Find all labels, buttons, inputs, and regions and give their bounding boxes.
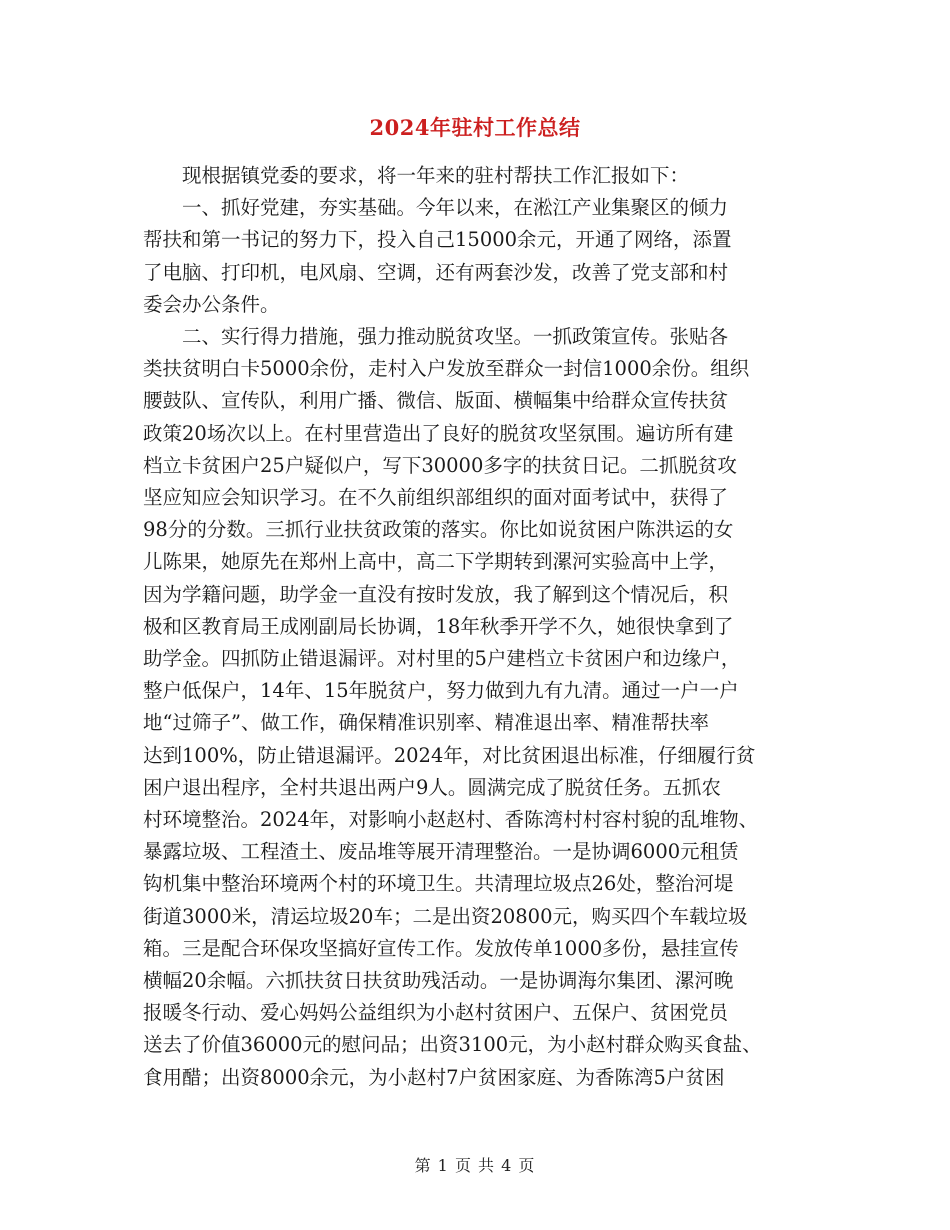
text-line: 档立卡贫困户25户疑似户，写下30000多字的扶贫日记。二抓脱贫攻	[143, 453, 737, 477]
text-line: 助学金。四抓防止错退漏评。对村里的5户建档立卡贫困户和边缘户，	[143, 647, 741, 671]
text-line: 坚应知应会知识学习。在不久前组织部组织的面对面考试中，获得了	[143, 486, 729, 510]
text-line: 横幅20余幅。六抓扶贫日扶贫助残活动。一是协调海尔集团、漯河晚	[143, 969, 734, 993]
text-line: 钩机集中整治环境两个村的环境卫生。共清理垃圾点26处，整治河堤	[143, 872, 734, 896]
text-line: 腰鼓队、宣传队，利用广播、微信、版面、横幅集中给群众宣传扶贫	[143, 389, 729, 413]
text-line: 整户低保户，14年、15年脱贫户，努力做到九有九清。通过一户一户	[143, 679, 739, 703]
text-line: 政策20场次以上。在村里营造出了良好的脱贫攻坚氛围。遍访所有建	[143, 421, 734, 445]
text-line: 报暖冬行动、爱心妈妈公益组织为小赵村贫困户、五保户、贫困党员	[143, 1001, 729, 1025]
page-footer: 第 1 页 共 4 页	[414, 1156, 536, 1175]
text-line: 村环境整治。2024年，对影响小赵赵村、香陈湾村村容村貌的乱堆物、	[143, 808, 759, 832]
document-body	[143, 160, 803, 1094]
text-line: 二、实行得力措施，强力推动脱贫攻坚。一抓政策宣传。张贴各	[143, 325, 729, 349]
text-line: 一、抓好党建，夯实基础。今年以来，在淞江产业集聚区的倾力	[143, 196, 729, 220]
text-line: 困户退出程序，全村共退出两户9人。圆满完成了脱贫任务。五抓农	[143, 775, 721, 799]
text-line: 地“过筛子”、做工作，确保精准识别率、精准退出率、精准帮扶率	[143, 711, 709, 735]
text-line: 因为学籍问题，助学金一直没有按时发放，我了解到这个情况后，积	[143, 582, 729, 606]
text-line: 暴露垃圾、工程渣土、废品堆等展开清理整治。一是协调6000元租赁	[143, 840, 739, 864]
text-line: 达到100%，防止错退漏评。2024年，对比贫困退出标准，仔细履行贫	[143, 743, 756, 767]
text-line: 街道3000米，清运垃圾20车；二是出资20800元，购买四个车载垃圾	[143, 904, 748, 928]
text-line: 食用醋；出资8000余元，为小赵村7户贫困家庭、为香陈湾5户贫困	[143, 1065, 725, 1089]
text-line: 类扶贫明白卡5000余份，走村入户发放至群众一封信1000余份。组织	[143, 357, 750, 381]
text-line: 98分的分数。三抓行业扶贫政策的落实。你比如说贫困户陈洪运的女	[143, 518, 734, 542]
text-line: 现根据镇党委的要求，将一年来的驻村帮扶工作汇报如下：	[143, 164, 690, 187]
text-line: 箱。三是配合环保攻坚搞好宣传工作。发放传单1000多份，悬挂宣传	[143, 936, 739, 960]
text-line: 极和区教育局王成刚副局长协调，18年秋季开学不久，她很快拿到了	[143, 614, 734, 638]
text-line: 委会办公条件。	[143, 292, 280, 316]
document-title: 2024年驻村工作总结	[369, 115, 581, 140]
text-line: 了电脑、打印机，电风扇、空调，还有两套沙发，改善了党支部和村	[143, 260, 729, 284]
text-line: 帮扶和第一书记的努力下，投入自己15000余元，开通了网络，添置	[143, 228, 732, 252]
text-line: 送去了价值36000元的慰问品；出资3100元，为小赵村群众购买食盐、	[143, 1033, 762, 1057]
text-line: 儿陈果，她原先在郑州上高中，高二下学期转到漯河实验高中上学，	[143, 550, 729, 574]
